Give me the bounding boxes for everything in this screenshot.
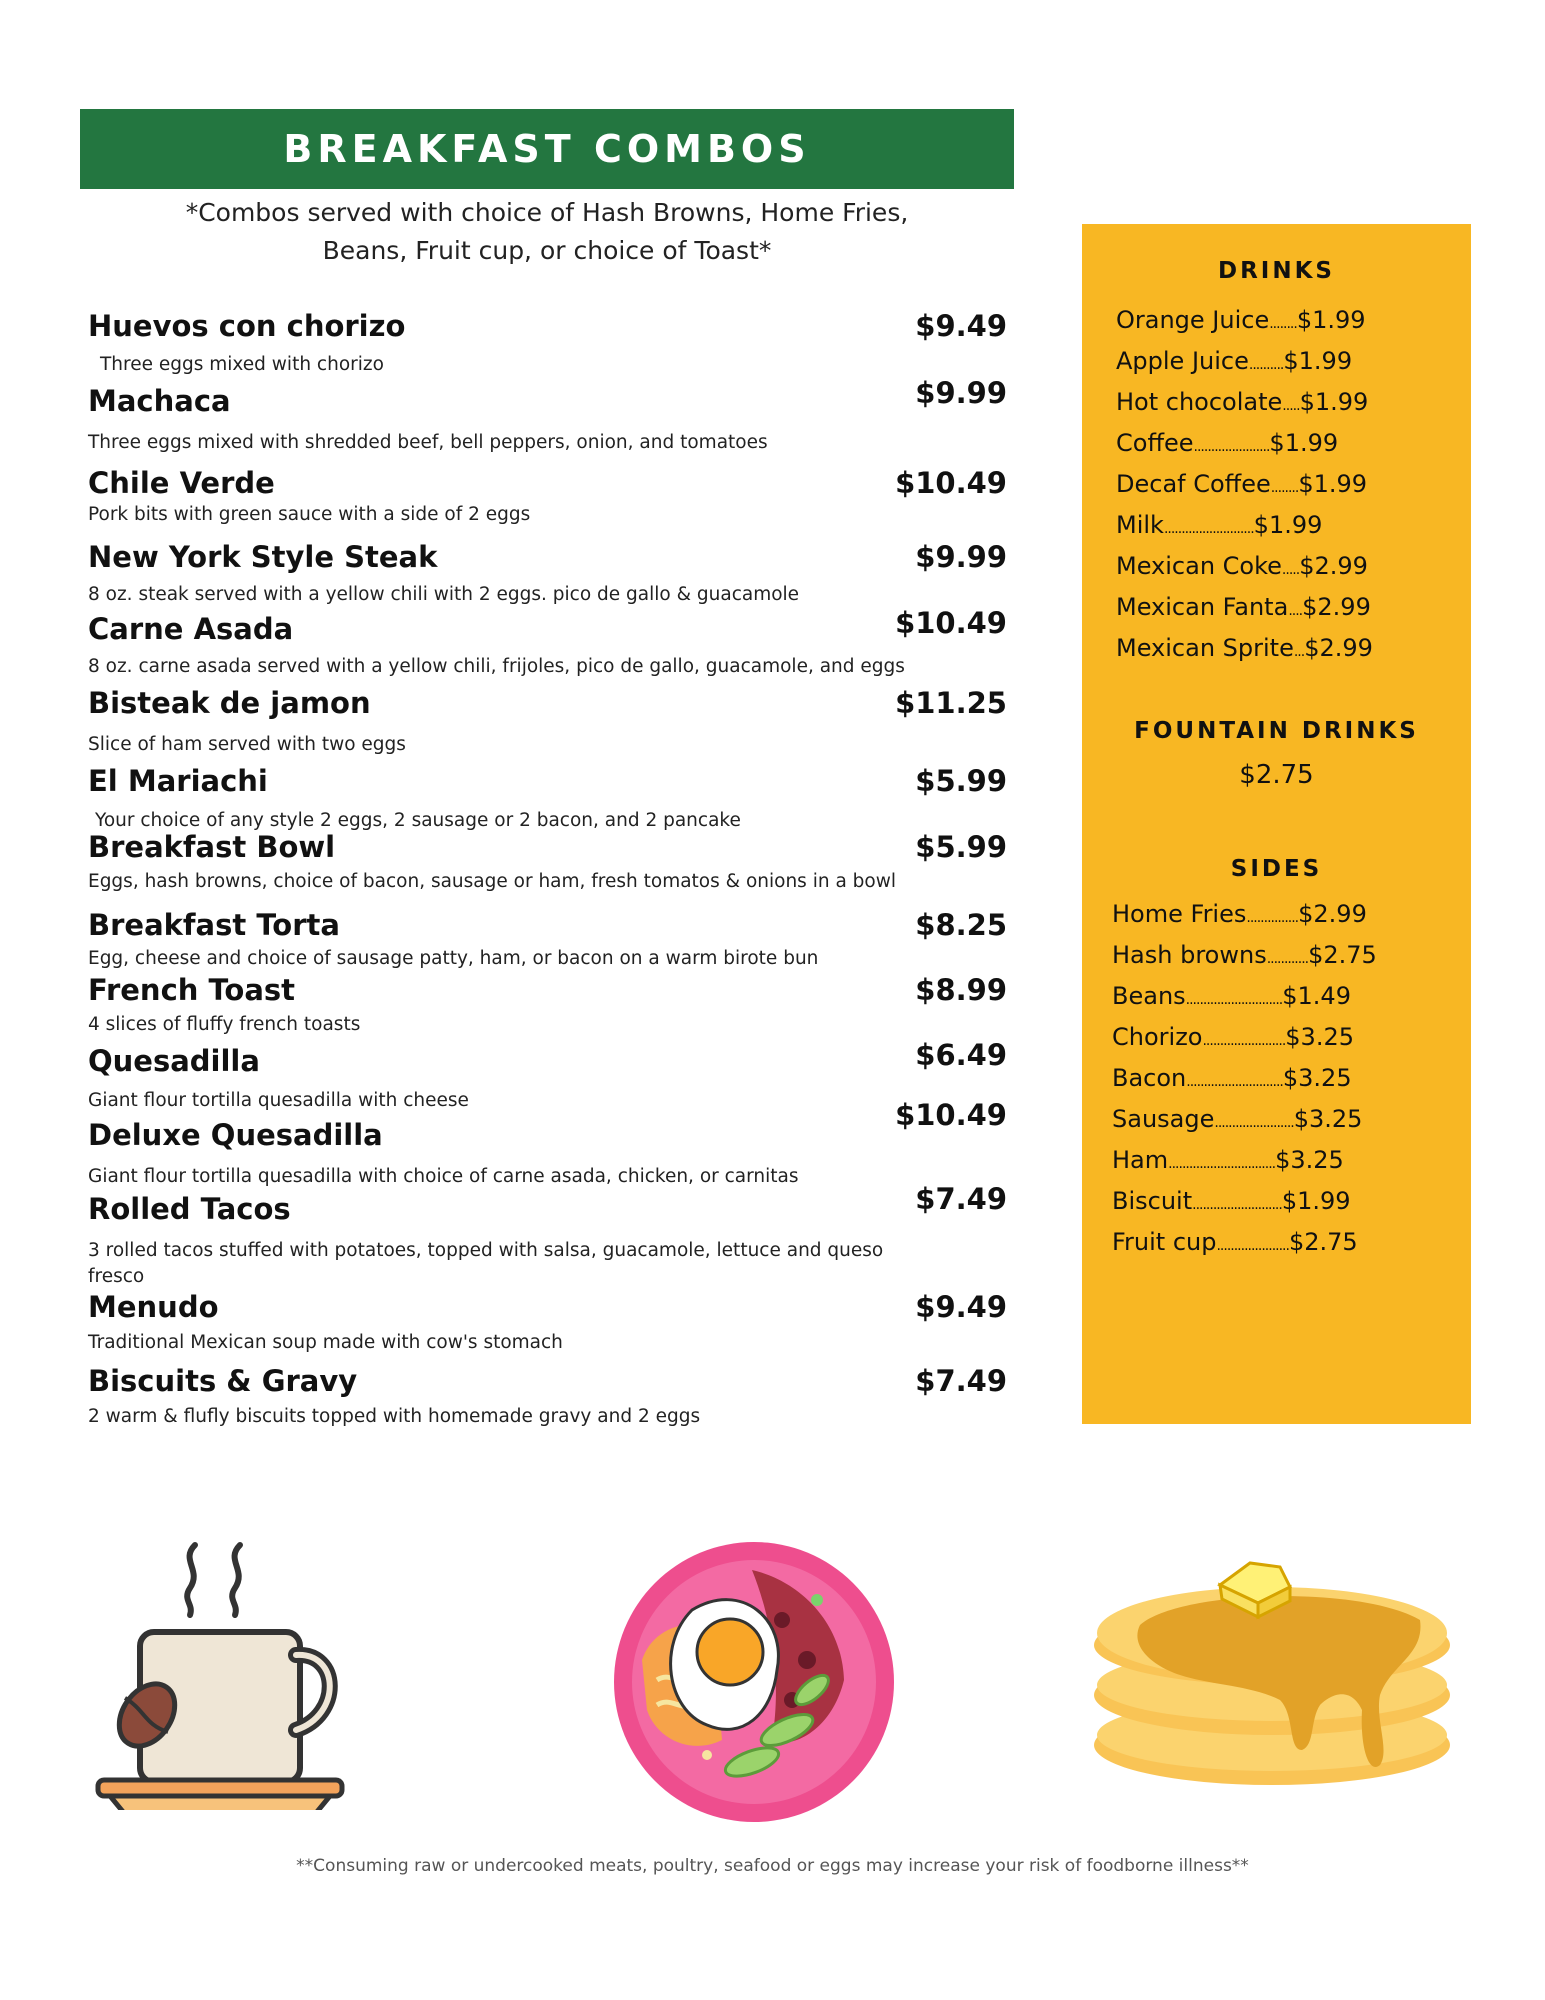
menu-title: BREAKFAST COMBOS (283, 127, 811, 171)
leader-dots: .......... (1248, 357, 1284, 373)
combo-price: $9.99 (915, 540, 1007, 574)
drink-price: $1.99 (1283, 347, 1353, 375)
drink-item (1116, 347, 1352, 375)
drink-price: $2.99 (1299, 552, 1368, 580)
drink-name: Mexican Fanta (1116, 593, 1289, 621)
drink-item (1116, 388, 1368, 416)
drink-name: Mexican Coke (1116, 552, 1282, 580)
drink-item (1116, 552, 1368, 580)
coffee-cup-icon (90, 1540, 350, 1810)
side-name: Ham (1112, 1146, 1169, 1174)
combo-description: Slice of ham served with two eggs (88, 734, 406, 755)
drink-name: Apple Juice (1116, 347, 1249, 375)
side-item (1112, 941, 1377, 969)
side-name: Home Fries (1112, 900, 1247, 928)
drinks-heading: DRINKS (1218, 258, 1335, 284)
combo-description: 8 oz. steak served with a yellow chili with 2 eggs. pico de gallo & guacamole (88, 584, 800, 605)
combo-name: Huevos con chorizo (88, 309, 406, 343)
leader-dots: ............... (1246, 910, 1299, 926)
side-item (1112, 1228, 1358, 1256)
combo-sides-note-line: *Combos served with choice of Hash Browns, Home Fries, (185, 198, 909, 227)
combo-price: $5.99 (915, 830, 1007, 864)
combo-description-continued: fresco (88, 1266, 145, 1287)
combo-price: $7.49 (915, 1182, 1007, 1216)
drink-price: $2.99 (1302, 593, 1371, 621)
side-name: Bacon (1112, 1064, 1187, 1092)
combo-name: El Mariachi (88, 764, 268, 798)
combo-description: 2 warm & flufly biscuits topped with homemade gravy and 2 eggs (88, 1406, 701, 1427)
drink-name: Milk (1116, 511, 1164, 539)
drinks-sides-panel (1082, 224, 1471, 1424)
side-name: Biscuit (1112, 1187, 1193, 1215)
combo-name: Menudo (88, 1290, 219, 1324)
drink-name: Coffee (1116, 429, 1194, 457)
combo-description: Three eggs mixed with shredded beef, bell peppers, onion, and tomatoes (88, 432, 768, 453)
side-item (1112, 1187, 1351, 1215)
leader-dots: ............................ (1185, 992, 1283, 1008)
combo-name: Bisteak de jamon (88, 686, 371, 720)
drink-name: Hot chocolate (1116, 388, 1283, 416)
side-price: $1.49 (1282, 982, 1351, 1010)
combo-name: New York Style Steak (88, 540, 438, 574)
drink-item (1116, 593, 1371, 621)
drink-name: Orange Juice (1116, 306, 1270, 334)
combo-description: Pork bits with green sauce with a side of 2 eggs (88, 504, 531, 525)
combo-description: Traditional Mexican soup made with cow's stomach (88, 1332, 563, 1353)
combo-name: Quesadilla (88, 1044, 260, 1078)
combo-description: 3 rolled tacos stuffed with potatoes, topped with salsa, guacamole, lettuce and queso (88, 1240, 884, 1261)
combo-name: Carne Asada (88, 612, 294, 646)
side-item (1112, 1064, 1352, 1092)
side-price: $3.25 (1282, 1064, 1352, 1092)
combo-price: $5.99 (915, 764, 1007, 798)
drink-item (1116, 634, 1373, 662)
food-safety-disclaimer: **Consuming raw or undercooked meats, poultry, seafood or eggs may increase your risk of foodborne illness** (296, 1856, 1249, 1876)
combo-description: Giant flour tortilla quesadilla with choice of carne asada, chicken, or carnitas (88, 1166, 799, 1187)
fountain-drinks-price: $2.75 (1239, 760, 1314, 790)
leader-dots: ... (1293, 644, 1305, 660)
side-item (1112, 1146, 1344, 1174)
leader-dots: ...................... (1193, 439, 1270, 455)
combo-price: $8.25 (915, 908, 1007, 942)
drink-item (1116, 429, 1338, 457)
leader-dots: ............................... (1168, 1156, 1276, 1172)
leader-dots: .......................... (1192, 1197, 1282, 1213)
leader-dots: .... (1288, 603, 1303, 619)
side-price: $1.99 (1281, 1187, 1351, 1215)
combo-name: Chile Verde (88, 466, 275, 500)
combo-description: Your choice of any style 2 eggs, 2 sausage or 2 bacon, and 2 pancake (95, 810, 741, 831)
side-price: $3.25 (1275, 1146, 1344, 1174)
combo-price: $7.49 (915, 1364, 1007, 1398)
side-item (1112, 1023, 1354, 1051)
drink-name: Mexican Sprite (1116, 634, 1294, 662)
leader-dots: ............................ (1186, 1074, 1283, 1090)
side-price: $2.99 (1298, 900, 1367, 928)
combo-price: $11.25 (895, 686, 1007, 720)
side-price: $3.25 (1293, 1105, 1363, 1133)
side-name: Chorizo (1112, 1023, 1203, 1051)
side-name: Hash browns (1112, 941, 1267, 969)
combo-description: Three eggs mixed with chorizo (100, 354, 384, 375)
leader-dots: ........ (1270, 480, 1299, 496)
combo-price: $10.49 (895, 466, 1007, 500)
combo-price: $6.49 (915, 1038, 1007, 1072)
leader-dots: ........ (1269, 316, 1297, 332)
drink-price: $1.99 (1269, 429, 1339, 457)
leader-dots: ....................... (1214, 1115, 1294, 1131)
combo-price: $9.99 (915, 376, 1007, 410)
side-price: $2.75 (1308, 941, 1377, 969)
combo-name: Breakfast Torta (88, 908, 340, 942)
drink-name: Decaf Coffee (1116, 470, 1271, 498)
pancake-stack-icon (1090, 1545, 1455, 1790)
leader-dots: ..... (1281, 562, 1300, 578)
combo-price: $10.49 (895, 606, 1007, 640)
leader-dots: ..... (1282, 398, 1300, 414)
combo-description: 8 oz. carne asada served with a yellow chili, frijoles, pico de gallo, guacamole, and eggs (88, 656, 905, 677)
side-name: Fruit cup (1112, 1228, 1217, 1256)
combo-description: Egg, cheese and choice of sausage patty, ham, or bacon on a warm birote bun (88, 948, 819, 969)
side-name: Sausage (1112, 1105, 1215, 1133)
drink-price: $1.99 (1298, 470, 1368, 498)
leader-dots: ........................ (1202, 1033, 1286, 1049)
drink-item (1116, 306, 1366, 334)
drink-price: $1.99 (1296, 306, 1366, 334)
combo-name: Machaca (88, 384, 231, 418)
menu-title-banner (80, 109, 1014, 189)
side-item (1112, 1105, 1362, 1133)
side-name: Beans (1112, 982, 1186, 1010)
side-item (1112, 900, 1367, 928)
drink-price: $2.99 (1304, 634, 1373, 662)
combo-price: $10.49 (895, 1098, 1007, 1132)
combo-name: Deluxe Quesadilla (88, 1118, 383, 1152)
combo-name: Biscuits & Gravy (88, 1364, 358, 1398)
combo-sides-note (80, 194, 1014, 270)
drink-price: $1.99 (1253, 511, 1323, 539)
side-item (1112, 982, 1351, 1010)
combo-price: $8.99 (915, 973, 1007, 1007)
side-price: $2.75 (1288, 1228, 1358, 1256)
drink-price: $1.99 (1299, 388, 1369, 416)
drink-item (1116, 470, 1367, 498)
combo-name: Breakfast Bowl (88, 830, 336, 864)
egg-plate-icon (612, 1540, 897, 1825)
combo-name: Rolled Tacos (88, 1192, 291, 1226)
combo-description: Giant flour tortilla quesadilla with cheese (88, 1090, 469, 1111)
combo-name: French Toast (88, 973, 296, 1007)
combo-description: 4 slices of fluffy french toasts (88, 1014, 361, 1035)
leader-dots: ..................... (1216, 1238, 1289, 1254)
combo-price: $9.49 (915, 1290, 1007, 1324)
combo-price: $9.49 (915, 309, 1007, 343)
combo-description: Eggs, hash browns, choice of bacon, sausage or ham, fresh tomatos & onions in a bowl (88, 871, 896, 892)
leader-dots: .......................... (1163, 521, 1254, 537)
side-price: $3.25 (1285, 1023, 1354, 1051)
combo-sides-note-line: Beans, Fruit cup, or choice of Toast* (322, 236, 772, 265)
drink-item (1116, 511, 1322, 539)
fountain-drinks-heading: FOUNTAIN DRINKS (1134, 718, 1419, 744)
sides-heading: SIDES (1230, 856, 1323, 882)
leader-dots: ............ (1266, 951, 1309, 967)
